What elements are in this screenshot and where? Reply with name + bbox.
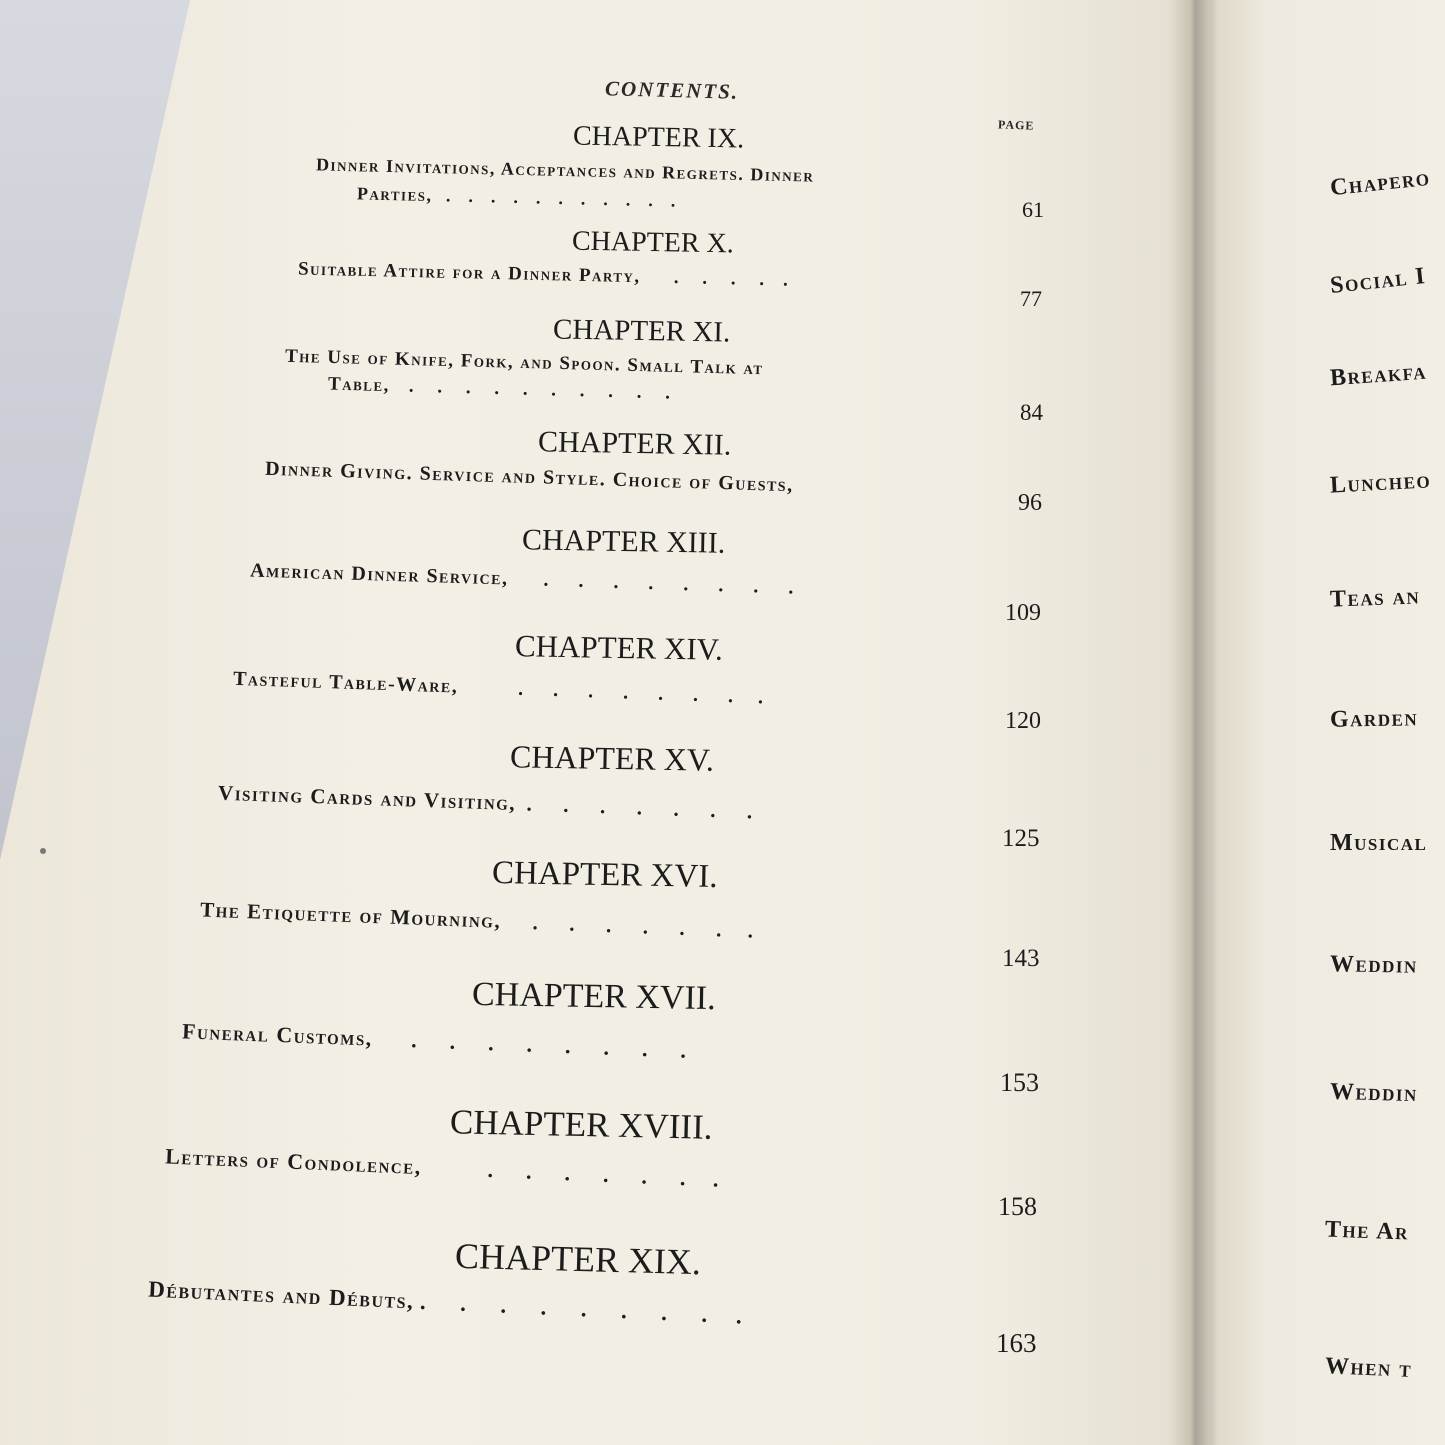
leader-dots: . . . . . . . . . . xyxy=(389,375,671,404)
paper-blemish xyxy=(40,848,46,854)
entry-line-text: Funeral Customs, xyxy=(181,1018,374,1051)
right-page-line: The Ar xyxy=(1324,1216,1410,1246)
entry-line-text: Parties, xyxy=(356,183,433,206)
page-number: 109 xyxy=(1005,600,1041,626)
chapter-heading: CHAPTER XV. xyxy=(509,738,715,778)
page-number: 96 xyxy=(1018,490,1042,516)
right-page-line: Social I xyxy=(1328,263,1428,299)
entry-line-text: The Etiquette of Mourning, xyxy=(199,897,502,933)
entry-line-text: American Dinner Service, xyxy=(249,559,509,590)
leader-dots: . . . . . . . . . xyxy=(413,1288,743,1329)
page-number: 61 xyxy=(1022,197,1044,222)
page-column-label: PAGE xyxy=(997,117,1035,133)
right-page-line: When t xyxy=(1324,1353,1413,1383)
chapter-heading: CHAPTER XIV. xyxy=(514,628,724,667)
entry-line-text: Suitable Attire for a Dinner Party, xyxy=(297,258,641,288)
right-page-line: Musical xyxy=(1330,830,1428,856)
entry-line-text: Tasteful Table-Ware, xyxy=(232,667,459,698)
leader-dots: . . . . . xyxy=(640,266,789,291)
page-number: 84 xyxy=(1020,400,1043,425)
chapter-heading: CHAPTER XI. xyxy=(552,313,731,349)
right-page-line: Weddin xyxy=(1329,951,1419,979)
leader-dots: . . . . . . . . xyxy=(457,675,764,709)
right-page-line: Teas an xyxy=(1329,583,1421,613)
right-page-line: Chapero xyxy=(1328,164,1432,202)
chapter-heading: CHAPTER X. xyxy=(571,225,735,260)
right-page-line: Luncheo xyxy=(1329,467,1432,499)
chapter-heading: CHAPTER XVI. xyxy=(491,855,718,895)
leader-dots: . . . . . . . . xyxy=(372,1025,687,1063)
entry-line-text: Visiting Cards and Visiting, xyxy=(217,780,517,816)
entry-line-text: Letters of Condolence, xyxy=(164,1143,423,1180)
page-number: 125 xyxy=(1002,825,1040,852)
right-page-line: Weddin xyxy=(1329,1078,1419,1108)
leader-dots: . . . . . . . xyxy=(421,1154,720,1192)
chapter-heading: CHAPTER XVIII. xyxy=(449,1102,713,1147)
leader-dots: . . . . . . . xyxy=(500,908,754,943)
leader-dots: . . . . . . . xyxy=(515,791,753,824)
page-number: 77 xyxy=(1020,286,1042,311)
page-number: 163 xyxy=(996,1328,1037,1358)
entry-line: Dinner Giving. Service and Style. Choice of Guests, xyxy=(264,457,794,497)
chapter-heading: CHAPTER XIII. xyxy=(521,523,726,560)
right-page-line: Garden xyxy=(1329,705,1419,733)
leader-dots: . . . . . . . . . . . xyxy=(432,185,676,211)
chapter-heading: CHAPTER XII. xyxy=(537,425,732,462)
entry-line: The Use of Knife, Fork, and Spoon. Small Talk at xyxy=(284,345,764,380)
chapter-heading: CHAPTER XIX. xyxy=(454,1235,702,1283)
entry-line: Dinner Invitations, Acceptances and Regrets. Dinner xyxy=(315,154,815,186)
page-number: 158 xyxy=(998,1192,1037,1221)
entry-line-text: Table, xyxy=(327,373,391,397)
right-page-line: Breakfa xyxy=(1329,358,1428,392)
contents-title: CONTENTS. xyxy=(604,76,740,104)
page-number: 120 xyxy=(1005,708,1041,734)
chapter-heading: CHAPTER XVII. xyxy=(471,975,716,1018)
entry-line-text: Débutantes and Débuts, xyxy=(147,1276,415,1314)
book-gutter xyxy=(1168,0,1218,1445)
leader-dots: . . . . . . . . xyxy=(508,567,794,599)
chapter-heading: CHAPTER IX. xyxy=(572,120,745,155)
page-number: 153 xyxy=(1000,1068,1039,1097)
page-number: 143 xyxy=(1002,945,1040,972)
